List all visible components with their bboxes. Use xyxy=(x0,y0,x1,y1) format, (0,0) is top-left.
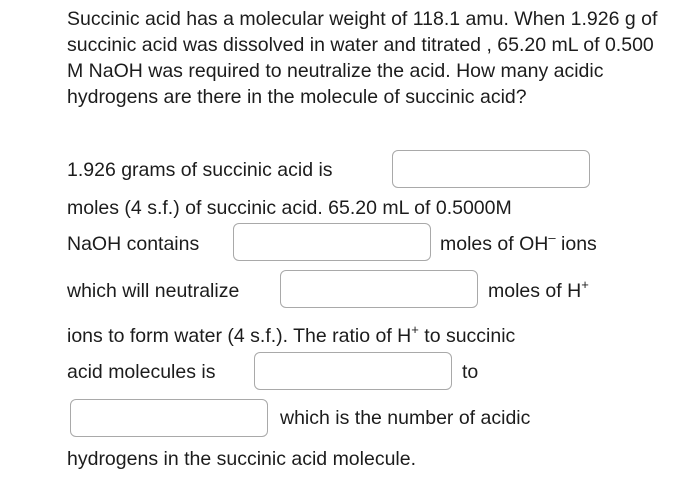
h-plus-sup-2: + xyxy=(411,321,419,337)
ratio-text-a: ions to form water (4 s.f.). The ratio of H xyxy=(67,325,412,347)
ratio-h-input[interactable] xyxy=(254,352,452,390)
moles-h-input[interactable] xyxy=(280,270,478,308)
naoh-contains-label: NaOH contains xyxy=(67,233,200,255)
oh-minus-sup: ‒ xyxy=(548,229,556,245)
hydrogens-label: hydrogens in the succinic acid molecule. xyxy=(67,448,417,470)
ratio-text-b: to succinic xyxy=(418,325,516,347)
acid-molecules-label: acid molecules is xyxy=(67,361,216,383)
h-plus-sup: + xyxy=(581,276,589,292)
line-grams-label: 1.926 grams of succinic acid is xyxy=(67,159,333,181)
moles-oh-input[interactable] xyxy=(233,223,431,261)
moles-h-text: moles of H xyxy=(488,280,582,302)
to-label: to xyxy=(462,361,479,383)
moles-h-label xyxy=(488,276,589,303)
ions-text: ions xyxy=(555,233,597,255)
moles-oh-label xyxy=(440,229,597,256)
line-moles-label: moles (4 s.f.) of succinic acid. 65.20 mL of 0.5000M xyxy=(67,197,512,219)
acidic-number-label: which is the number of acidic xyxy=(280,407,531,429)
ions-water-label xyxy=(67,321,516,348)
moles-succinic-input[interactable] xyxy=(392,150,590,188)
question-text: Succinic acid has a molecular weight of 118.1 amu. When 1.926 g of succinic acid was dissolved in water and titrated , 65.20 mL of 0.500 M NaOH was required to neutralize the acid. How many acidic hydrogens are there in the molecule of succinic acid? xyxy=(67,8,658,108)
ratio-acid-input[interactable] xyxy=(70,399,268,437)
neutralize-label: which will neutralize xyxy=(67,280,240,302)
moles-oh-text: moles of OH xyxy=(440,233,549,255)
